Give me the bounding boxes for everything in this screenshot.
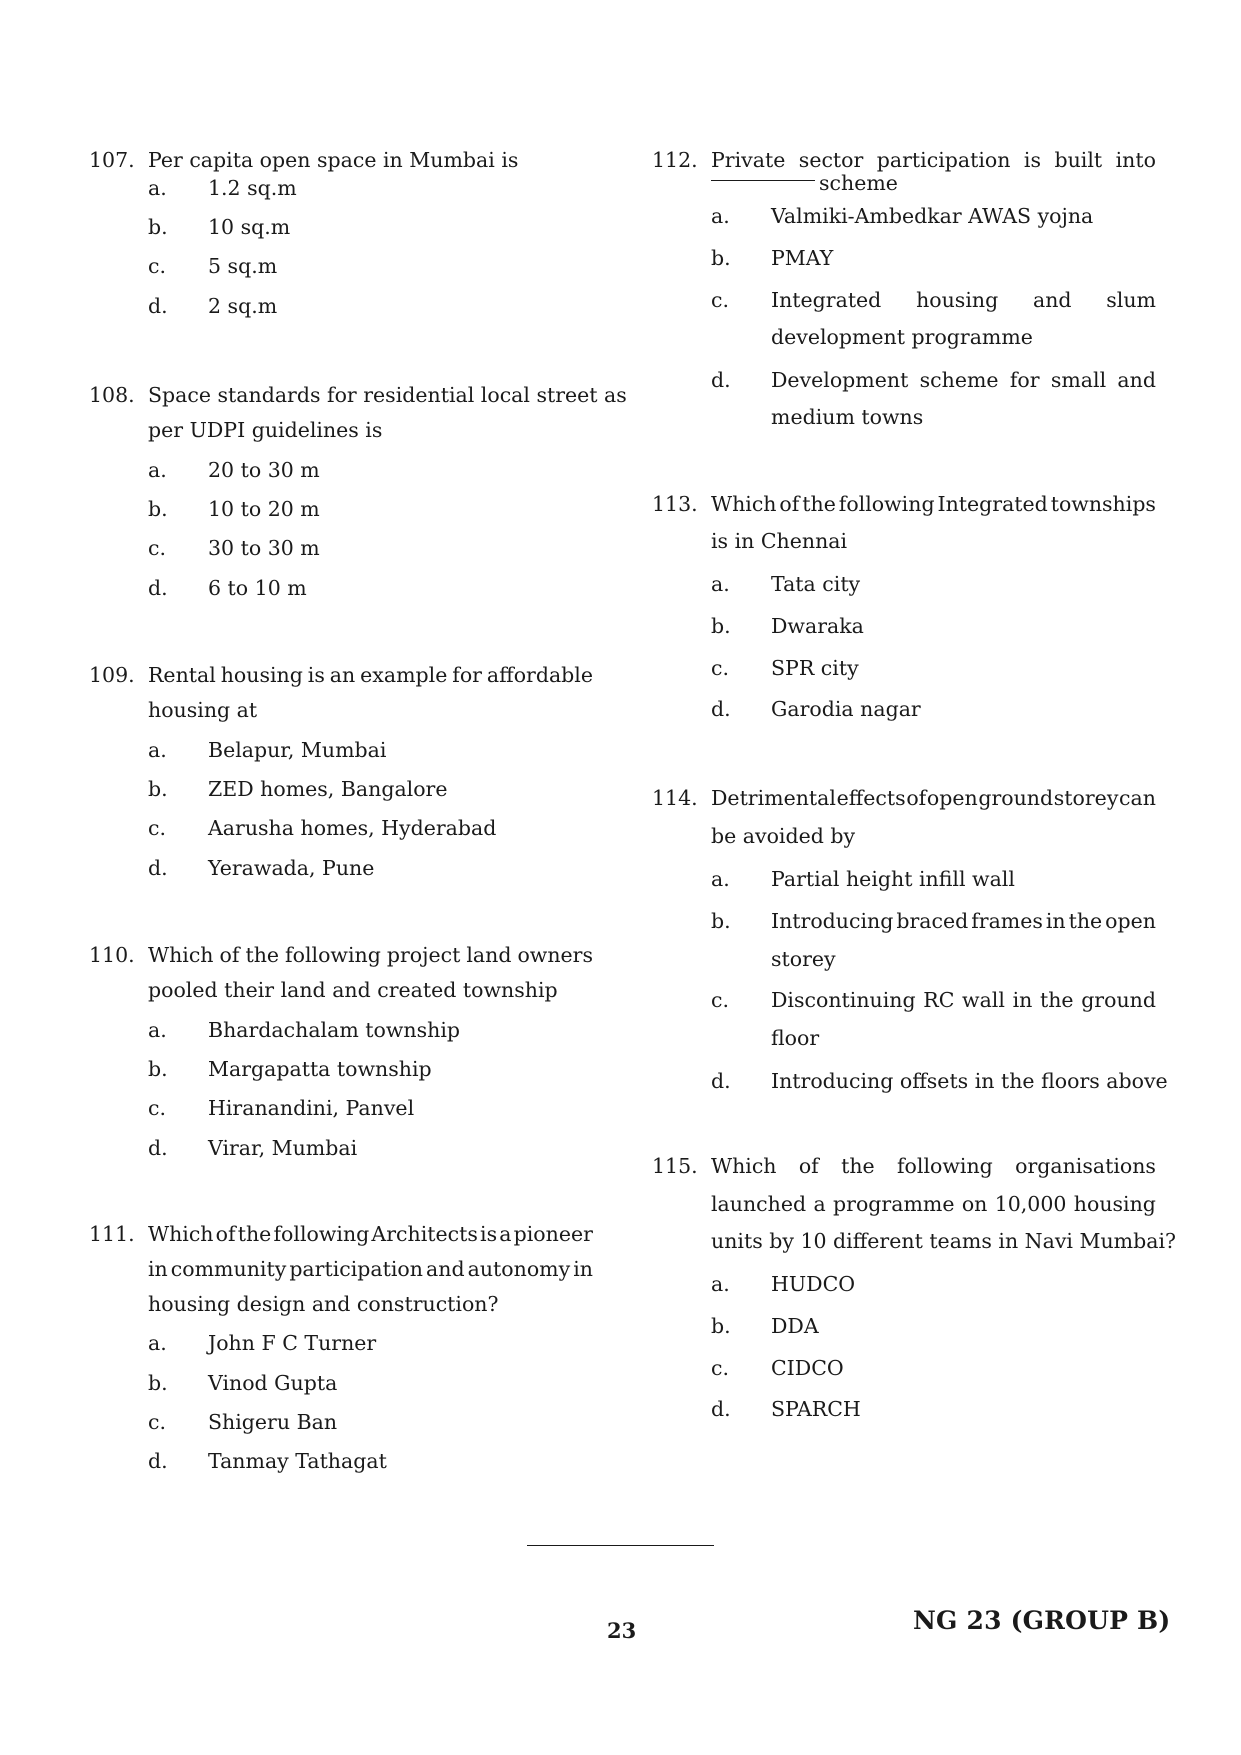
question-text-line-2: be avoided by — [711, 824, 856, 848]
question-text-line-1: Private sector participation is built into — [711, 148, 1156, 172]
question-text-line-1: Which of the following Architects is a pioneer — [148, 1222, 593, 1246]
question-number: 111. — [89, 1222, 135, 1246]
question-text: Per capita open space in Mumbai is — [148, 148, 519, 172]
question-text-line-1: Detrimental effects of open ground storey can — [711, 786, 1156, 810]
footer-divider — [527, 1545, 714, 1546]
question-text-line-2: per UDPI guidelines is — [148, 418, 383, 442]
booklet-code: NG 23 (GROUP B) — [913, 1606, 1171, 1635]
option-d: d. Development scheme for small and medium towns — [711, 368, 1156, 429]
question-text-line-3: units by 10 different teams in Navi Mumbai? — [711, 1229, 1177, 1253]
question-text-line-2: pooled their land and created township — [148, 978, 558, 1002]
question-number: 110. — [89, 943, 135, 967]
page-number: 23 — [607, 1618, 637, 1643]
question-text-line-2: scheme — [711, 171, 898, 195]
question-text-line-2: housing at — [148, 698, 258, 722]
question-number: 113. — [652, 492, 698, 516]
option-c: c. Discontinuing RC wall in the ground floor — [711, 988, 1156, 1050]
option-b: b. Introducing braced frames in the open storey — [711, 909, 1156, 971]
question-number: 114. — [652, 786, 698, 810]
question-number: 108. — [89, 383, 135, 407]
question-text-line-1: Which of the following project land owners — [148, 943, 593, 967]
question-number: 112. — [652, 148, 698, 172]
question-text-line-1: Space standards for residential local street as — [148, 383, 627, 407]
option-c: c. Integrated housing and slum development programme — [711, 288, 1156, 349]
question-text-line-2: launched a programme on 10,000 housing — [711, 1192, 1156, 1216]
question-number: 115. — [652, 1154, 698, 1178]
question-text-line-2: in community participation and autonomy in — [148, 1257, 593, 1281]
question-text-line-1: Which of the following Integrated townships — [711, 492, 1156, 516]
question-text-line-2: is in Chennai — [711, 529, 848, 553]
question-text-line-1: Rental housing is an example for affordable — [148, 663, 593, 687]
question-number: 107. — [89, 148, 135, 172]
fill-in-blank — [711, 180, 815, 181]
question-number: 109. — [89, 663, 135, 687]
exam-page: 107. Per capita open space in Mumbai is a. 1.2 sq.m b. 10 sq.m c. 5 sq.m d. 2 sq.m 108. Space standards for residential local street as per UDPI guidelines is a. 20 to 30 m b. 10 to 20 m c. 30 to 30 m d. 6 to 10 m 109. Rental housing is an example for affordable housing at a. Belapur, Mumbai b. ZED homes, Bangalore c. Aarusha homes, Hyderabad d. Yerawada, Pune 110. Which of the following project land owners pooled their land and created township a. Bhardachalam township b. Margapatta township c. Hiranandini, Panvel d. Virar, Mumbai 111. Which of the following Architects is a pioneer in community participation and autonomy in housing design and construction? a. John F C Turner b. Vinod Gupta c. Shigeru Ban d. Tanmay Tathagat 112. Private sector participation is built into scheme a. Valmiki-Ambedkar AWAS yojna b. PMAY c. Integrated housing and slum development programme d. Development scheme for small and medium towns 113. Which of the following Integrated townships is in Chennai a. Tata city b. Dwaraka c. SPR city d. Garodia nagar 114. Detrimental effects of open ground storey can be avoided by a. Partial height infill wall b. Introducing braced frames in the open storey c. Discontinuing RC wall in the ground floor d. Introducing offsets in the floors above 115. Which of the following organisations launched a programme on 10,000 housing units by 10 different teams in Navi Mumbai? a. HUDCO b. DDA c. CIDCO d. SPARCH 23 NG 23 (GROUP B) — [0, 0, 1241, 1755]
question-text-line-3: housing design and construction? — [148, 1292, 499, 1316]
question-text-line-1: Which of the following organisations — [711, 1154, 1156, 1178]
